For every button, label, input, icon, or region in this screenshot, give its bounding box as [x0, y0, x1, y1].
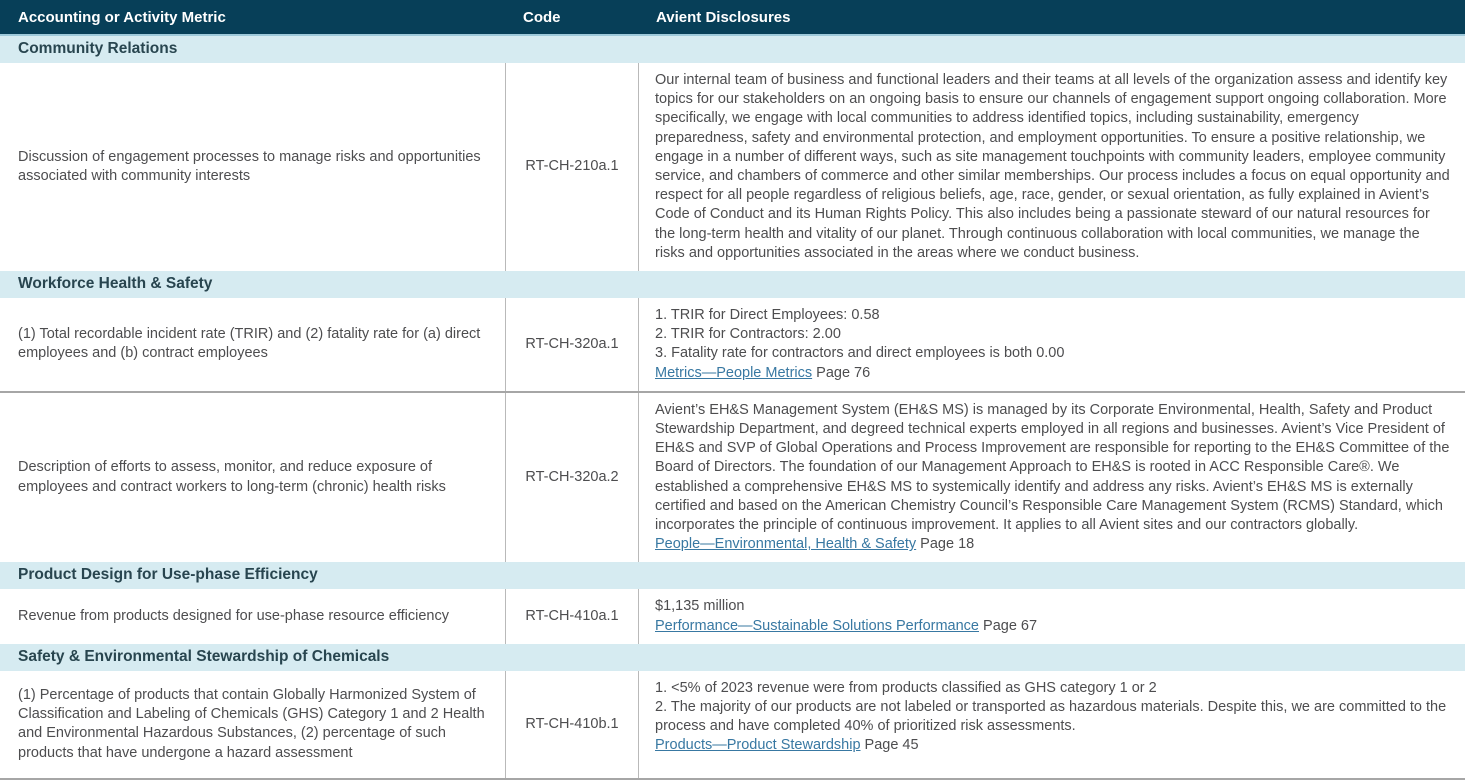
table-body	[0, 36, 1465, 780]
code-cell	[506, 298, 639, 391]
metric-text: Description of efforts to assess, monitor, and reduce exposure of employees and contract workers to long-term (chronic) health risks	[18, 459, 446, 495]
code-text: RT-CH-410b.1	[525, 715, 619, 732]
metric-text: (1) Total recordable incident rate (TRIR) and (2) fatality rate for (a) direct employees and (b) contract employees	[18, 326, 481, 362]
disclosure-cell	[639, 393, 1465, 563]
metric-cell	[0, 298, 506, 391]
disclosure-cell	[639, 63, 1465, 271]
column-header-code: Code	[523, 9, 561, 26]
section-header: Workforce Health & Safety	[0, 271, 1465, 298]
link-page-reference: Page 45	[860, 737, 919, 754]
code-text: RT-CH-320a.2	[525, 469, 619, 486]
code-cell	[506, 589, 639, 643]
code-cell	[506, 63, 639, 271]
metric-text: Discussion of engagement processes to manage risks and opportunities associated with community interests	[18, 148, 481, 185]
disclosure-text: 1. TRIR for Direct Employees: 0.58	[655, 307, 880, 324]
table-header-row	[0, 0, 1465, 36]
code-cell	[506, 393, 639, 563]
disclosure-text: 2. The majority of our products are not labeled or transported as hazardous materials. Despite this, we are committed to the process and have completed 40% of prioritized risk assessments.	[655, 699, 1447, 735]
disclosure-text: 1. <5% of 2023 revenue were from products classified as GHS category 1 or 2	[655, 679, 1157, 696]
column-header-disclosures: Avient Disclosures	[656, 9, 791, 26]
disclosure-text: 2. TRIR for Contractors: 2.00	[655, 326, 841, 343]
table-row	[0, 393, 1465, 563]
metric-text: (1) Percentage of products that contain Globally Harmonized System of Classification and Labeling of Chemicals (GHS) Category 1 and 2 Health and Environmental Hazardous Substances, (2) percentage of such products that have undergone a hazard assessment	[18, 686, 485, 761]
disclosure-cell	[639, 298, 1465, 391]
disclosure-text: 3. Fatality rate for contractors and direct employees is both 0.00	[655, 345, 1065, 362]
code-text: RT-CH-410a.1	[525, 608, 619, 625]
link-page-reference: Page 67	[979, 617, 1038, 634]
metric-cell	[0, 393, 506, 563]
table-row	[0, 63, 1465, 271]
disclosure-link-line	[655, 535, 1451, 554]
disclosure-text: Avient’s EH&S Management System (EH&S MS) is managed by its Corporate Environmental, Health, Safety and Product Stewardship Department, and degreed technical experts employed in all regions and businesses. Avient’s Vice President of EH&S and SVP of Global Operations and Process Improvement are responsible for reporting to the EH&S Committee of the Board of Directors. The foundation of our Management Approach to EH&S is rooted in ACC Responsible Care®. We established a comprehensive EH&S MS to systemically identify and address any risks. Avient’s EH&S MS is externally certified and based on the American Chemistry Council’s Responsible Care Management System (RCMS) Standard, which incorporates the principle of continuous improvement. It applies to all Avient sites and our contractors globally.	[655, 401, 1450, 534]
code-text: RT-CH-210a.1	[525, 158, 619, 175]
table-row	[0, 298, 1465, 393]
link-page-reference: Page 76	[812, 364, 871, 381]
table-row	[0, 589, 1465, 643]
disclosure-text: $1,135 million	[655, 598, 745, 615]
disclosure-link[interactable]: People—Environmental, Health & Safety	[655, 536, 917, 553]
disclosure-text: Our internal team of business and functional leaders and their teams at all levels of the organization assess and identify key topics for our stakeholders on an ongoing basis to ensure our channels of engagement support ongoing collaboration. More specifically, we engage with local communities to address identified topics, including sustainability, emergency preparedness, safety and environmental protection, and employment opportunities. To ensure a positive relationship, we engage in a number of different ways, such as site management touchpoints with community leaders, employee community service, and chambers of commerce and other similar memberships. Our process includes a focus on equal opportunity and respect for all people regardless of religious beliefs, age, race, gender, or sexual orientation, as fully explained in Avient’s Code of Conduct and its Human Rights Policy. This also includes being a passionate steward of our natural resources for the long-term health and vitality of our planet. Through continuous collaboration with local communities, we manage the risks and opportunities associated in the areas where we conduct business.	[655, 72, 1450, 261]
disclosure-link-line	[655, 736, 1451, 755]
disclosure-link[interactable]: Products—Product Stewardship	[655, 737, 861, 754]
disclosure-cell	[639, 671, 1465, 778]
metric-cell	[0, 63, 506, 271]
disclosure-link[interactable]: Metrics—People Metrics	[655, 364, 813, 381]
section-header: Product Design for Use-phase Efficiency	[0, 562, 1465, 589]
code-text: RT-CH-320a.1	[525, 335, 619, 352]
section-header: Safety & Environmental Stewardship of Chemicals	[0, 644, 1465, 671]
section-header: Community Relations	[0, 36, 1465, 63]
code-cell	[506, 671, 639, 778]
table-row	[0, 671, 1465, 780]
disclosure-link-line	[655, 617, 1451, 636]
disclosure-cell	[639, 589, 1465, 643]
link-page-reference: Page 18	[916, 536, 975, 553]
metric-cell	[0, 589, 506, 643]
disclosure-link[interactable]: Performance—Sustainable Solutions Performance	[655, 617, 979, 634]
column-header-metric: Accounting or Activity Metric	[18, 9, 226, 26]
disclosure-link-line	[655, 364, 1451, 383]
metric-cell	[0, 671, 506, 778]
metric-text: Revenue from products designed for use-phase resource efficiency	[18, 608, 449, 625]
